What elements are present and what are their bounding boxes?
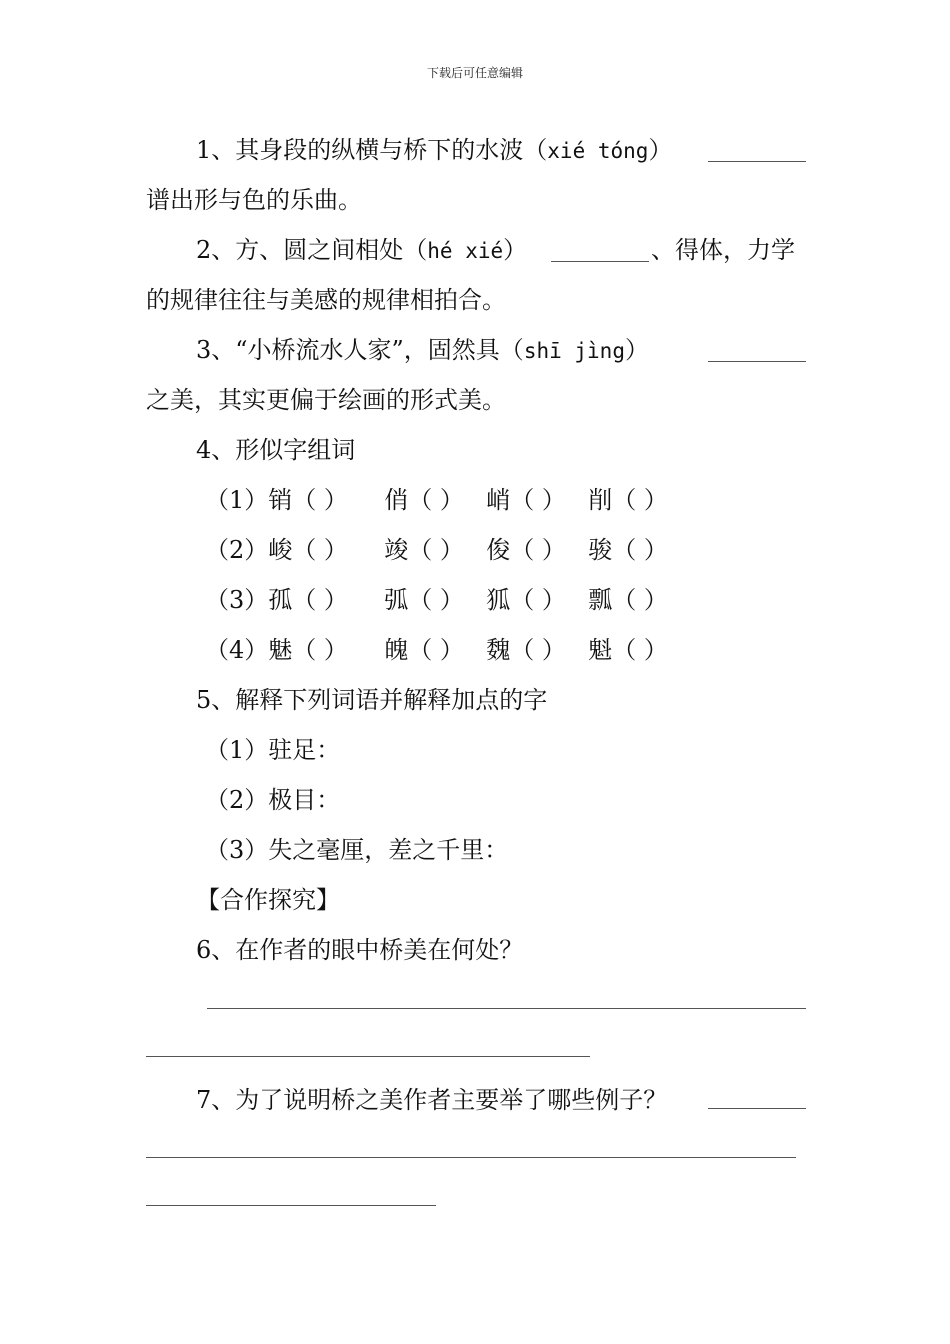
q4-row-2 — [205, 535, 690, 565]
q4-row-num: （1） — [205, 486, 269, 514]
question-3 — [196, 335, 649, 366]
q4-char: 销 — [268, 486, 293, 514]
q4-paren-blank[interactable]: （ ） — [612, 636, 668, 664]
q2-continuation: 的规律往往与美感的规律相拍合。 — [146, 286, 506, 314]
q4-paren-blank[interactable]: （ ） — [612, 536, 668, 564]
q4-char: 骏 — [588, 536, 613, 564]
q7-answer-blank[interactable] — [708, 1108, 806, 1109]
q4-paren-blank[interactable]: （ ） — [510, 486, 566, 514]
q1-continuation: 谱出形与色的乐曲。 — [146, 186, 362, 214]
q3-close: ） — [624, 336, 649, 364]
q4-paren-blank[interactable]: （ ） — [510, 536, 566, 564]
q3-continuation: 之美，其实更偏于绘画的形式美。 — [146, 386, 506, 414]
q4-row-num: （4） — [205, 636, 269, 664]
q1-answer-blank[interactable] — [708, 161, 806, 162]
q4-char: 瓢 — [588, 586, 613, 614]
q2-tail: 、得体，力学 — [651, 236, 795, 264]
q4-char: 魏 — [486, 636, 511, 664]
q4-char: 削 — [588, 486, 613, 514]
q4-paren-blank[interactable]: （ ） — [510, 636, 566, 664]
question-7-title: 7、为了说明桥之美作者主要举了哪些例子？ — [196, 1086, 668, 1114]
q7-answer-line-2[interactable] — [146, 1205, 436, 1206]
question-5-title: 5、解释下列词语并解释加点的字 — [196, 686, 548, 714]
q2-close: ） — [503, 236, 528, 264]
question-1 — [196, 135, 672, 166]
q4-char: 魁 — [588, 636, 613, 664]
q4-row-num: （3） — [205, 586, 269, 614]
q2-lead: 2、方、圆之间相处（ — [196, 236, 428, 264]
q4-paren-blank[interactable]: （ ） — [292, 536, 348, 564]
q5-item-1: （1）驻足： — [205, 736, 341, 764]
q4-char: 俏 — [384, 486, 409, 514]
q1-pinyin: xié tóng — [547, 139, 649, 163]
q4-paren-blank[interactable]: （ ） — [408, 586, 464, 614]
q4-paren-blank[interactable]: （ ） — [408, 486, 464, 514]
q3-lead: 3、“小桥流水人家”，固然具（ — [196, 336, 524, 364]
q6-answer-line-2[interactable] — [146, 1056, 590, 1057]
q4-paren-blank[interactable]: （ ） — [510, 586, 566, 614]
question-4-title: 4、形似字组词 — [196, 436, 356, 464]
q5-item-3: （3）失之毫厘，差之千里： — [205, 836, 509, 864]
q4-row-4 — [205, 635, 690, 665]
page-header: 下载后可任意编辑 — [426, 66, 523, 80]
q4-char: 弧 — [384, 586, 409, 614]
q3-pinyin: shī jìng — [523, 339, 625, 363]
q4-row-1 — [205, 485, 690, 515]
section-heading: 【合作探究】 — [196, 886, 340, 914]
q4-char: 孤 — [268, 586, 293, 614]
question-6-title: 6、在作者的眼中桥美在何处？ — [196, 936, 524, 964]
q7-answer-line-1[interactable] — [146, 1157, 796, 1158]
q1-close: ） — [648, 136, 673, 164]
q4-char: 竣 — [384, 536, 409, 564]
q4-char: 峻 — [268, 536, 293, 564]
question-2 — [196, 235, 527, 266]
q2-pinyin: hé xié — [427, 239, 504, 263]
q4-paren-blank[interactable]: （ ） — [408, 536, 464, 564]
q5-item-2: （2）极目： — [205, 786, 341, 814]
q1-lead: 1、其身段的纵横与桥下的水波（ — [196, 136, 548, 164]
q4-paren-blank[interactable]: （ ） — [612, 486, 668, 514]
q4-paren-blank[interactable]: （ ） — [612, 586, 668, 614]
q4-paren-blank[interactable]: （ ） — [408, 636, 464, 664]
q4-char: 狐 — [486, 586, 511, 614]
q4-paren-blank[interactable]: （ ） — [292, 586, 348, 614]
q2-answer-blank[interactable] — [551, 261, 649, 262]
q4-row-num: （2） — [205, 536, 269, 564]
q4-char: 魅 — [268, 636, 293, 664]
q4-paren-blank[interactable]: （ ） — [292, 486, 348, 514]
q4-row-3 — [205, 585, 690, 615]
q4-char: 魄 — [384, 636, 409, 664]
q4-paren-blank[interactable]: （ ） — [292, 636, 348, 664]
q6-answer-line-1[interactable] — [207, 1008, 806, 1009]
q3-answer-blank[interactable] — [708, 361, 806, 362]
q4-char: 峭 — [486, 486, 511, 514]
q4-char: 俊 — [486, 536, 511, 564]
